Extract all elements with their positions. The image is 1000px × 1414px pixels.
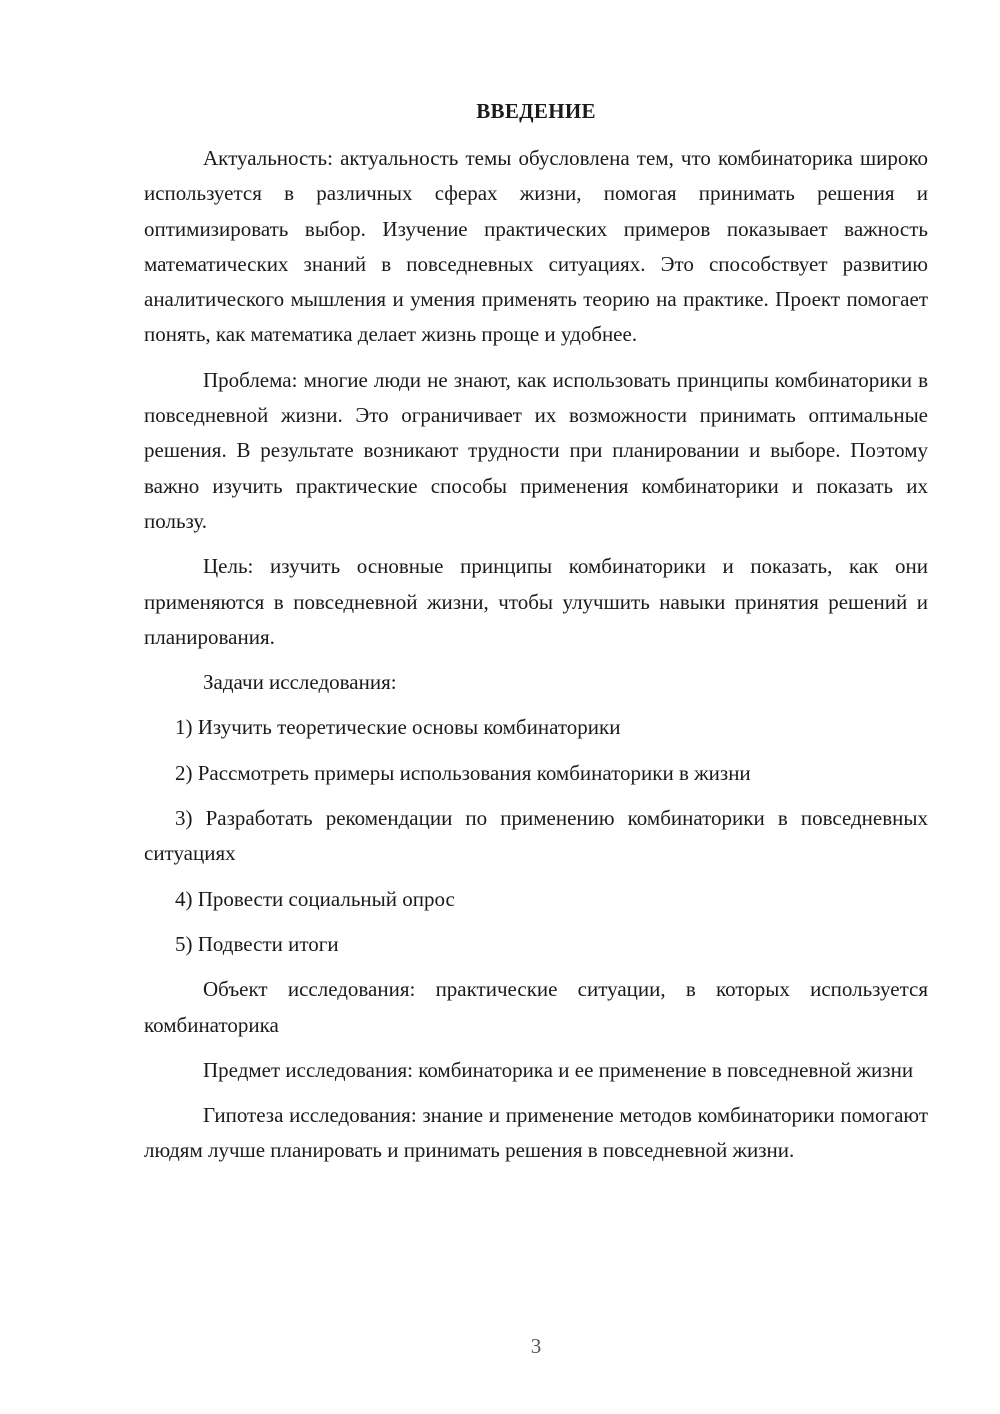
document-body — [144, 141, 928, 1179]
relevance-paragraph: Актуальность: актуальность темы обусловлена тем, что комбинаторика широко используется в различных сферах жизни, помогая принимать решения и оптимизировать выбор. Изучение практических примеров показывает важность математических знаний в повседневных ситуациях. Это способствует развитию аналитического мышления и умения применять теорию на практике. Проект помогает понять, как математика делает жизнь проще и удобнее. — [144, 146, 928, 347]
page-title: ВВЕДЕНИЕ — [476, 99, 596, 123]
task-item-2: 2) Рассмотреть примеры использования комбинаторики в жизни — [175, 760, 751, 785]
goal-paragraph: Цель: изучить основные принципы комбинаторики и показать, как они применяются в повседневной жизни, чтобы улучшить навыки принятия решений и планирования. — [144, 554, 928, 649]
object-paragraph: Объект исследования: практические ситуации, в которых используется комбинаторика — [144, 977, 928, 1037]
hypothesis-paragraph: Гипотеза исследования: знание и применение методов комбинаторики помогают людям лучше планировать и принимать решения в повседневной жизни. — [144, 1103, 928, 1163]
task-item-3: 3) Разработать рекомендации по применению комбинаторики в повседневных ситуациях — [144, 806, 928, 866]
task-item-1: 1) Изучить теоретические основы комбинаторики — [175, 715, 621, 740]
tasks-heading: Задачи исследования: — [203, 670, 397, 695]
task-item-5: 5) Подвести итоги — [175, 931, 339, 956]
task-item-4: 4) Провести социальный опрос — [175, 886, 455, 911]
page-number: 3 — [530, 1334, 542, 1358]
subject-paragraph: Предмет исследования: комбинаторика и ее применение в повседневной жизни — [203, 1057, 914, 1082]
problem-paragraph: Проблема: многие люди не знают, как использовать принципы комбинаторики в повседневной жизни. Это ограничивает их возможности принимать оптимальные решения. В результате возникают трудности при планировании и выборе. Поэтому важно изучить практические способы применения комбинаторики и показать их пользу. — [144, 367, 928, 533]
